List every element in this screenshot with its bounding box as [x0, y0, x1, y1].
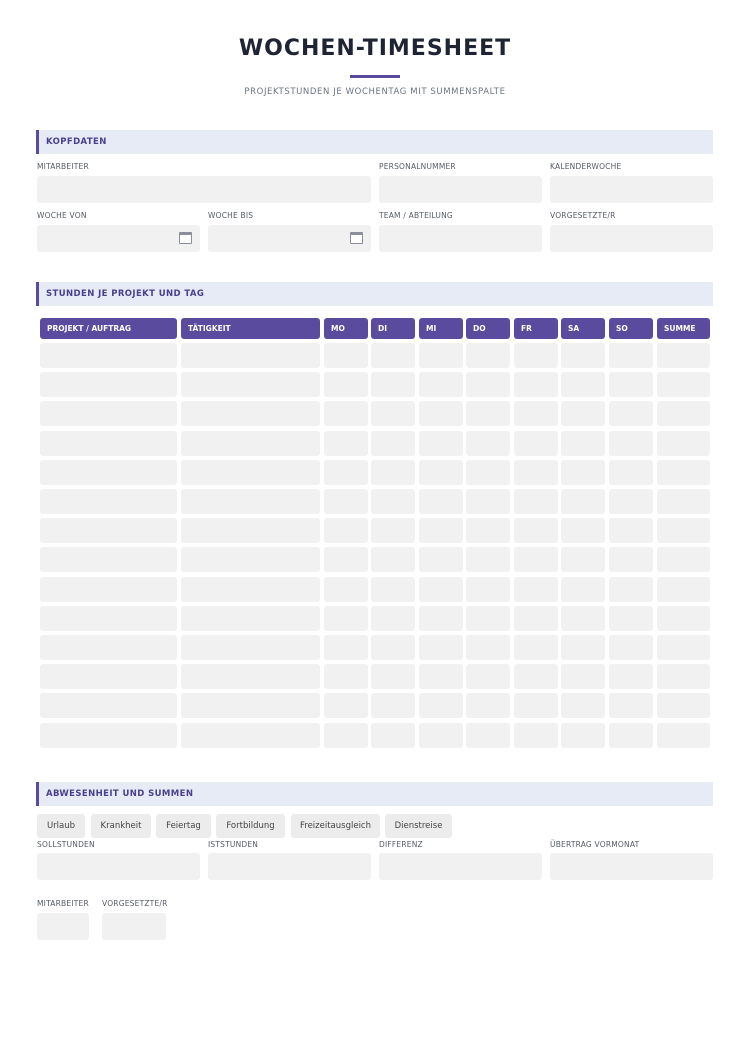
table-cell[interactable] — [561, 664, 605, 689]
table-cell[interactable] — [324, 460, 368, 485]
chip-urlaub[interactable]: Urlaub — [37, 814, 85, 838]
table-cell[interactable] — [419, 518, 463, 543]
table-cell[interactable] — [40, 547, 177, 572]
table-cell[interactable] — [40, 343, 177, 368]
table-cell[interactable] — [609, 693, 653, 718]
vorgesetzte-field[interactable] — [550, 225, 713, 252]
table-cell[interactable] — [514, 343, 558, 368]
table-cell[interactable] — [324, 635, 368, 660]
table-cell[interactable] — [514, 606, 558, 631]
title-underline — [350, 75, 400, 78]
table-cell[interactable] — [181, 489, 320, 514]
table-cell[interactable] — [466, 635, 510, 660]
table-cell[interactable] — [371, 401, 415, 426]
table-cell[interactable] — [419, 401, 463, 426]
table-cell[interactable] — [181, 635, 320, 660]
table-cell[interactable] — [657, 664, 710, 689]
table-cell[interactable] — [609, 606, 653, 631]
column-header: MO — [324, 318, 368, 339]
table-cell[interactable] — [609, 664, 653, 689]
table-cell[interactable] — [514, 723, 558, 748]
calendar-icon[interactable] — [179, 232, 192, 244]
page-title: WOCHEN-TIMESHEET — [238, 36, 512, 61]
team-field[interactable] — [379, 225, 542, 252]
table-cell[interactable] — [324, 723, 368, 748]
table-cell[interactable] — [324, 372, 368, 397]
label-mitarbeiter: MITARBEITER — [37, 162, 89, 171]
table-cell[interactable] — [419, 606, 463, 631]
table-cell[interactable] — [181, 431, 320, 456]
table-cell[interactable] — [514, 547, 558, 572]
label-vorgesetzte: VORGESETZTE/R — [550, 211, 616, 220]
table-cell[interactable] — [561, 489, 605, 514]
table-cell[interactable] — [466, 518, 510, 543]
table-cell[interactable] — [609, 547, 653, 572]
kalenderwoche-field[interactable] — [550, 176, 713, 203]
table-cell[interactable] — [324, 577, 368, 602]
column-header: SO — [609, 318, 653, 339]
table-cell[interactable] — [419, 460, 463, 485]
table-cell[interactable] — [609, 489, 653, 514]
table-cell[interactable] — [561, 606, 605, 631]
signature-mitarbeiter-field[interactable] — [37, 913, 89, 940]
table-cell[interactable] — [466, 401, 510, 426]
label-sollstunden: SOLLSTUNDEN — [37, 840, 95, 849]
table-cell[interactable] — [40, 664, 177, 689]
table-cell[interactable] — [466, 693, 510, 718]
table-cell[interactable] — [561, 372, 605, 397]
table-cell[interactable] — [371, 460, 415, 485]
table-cell[interactable] — [419, 635, 463, 660]
table-cell[interactable] — [324, 401, 368, 426]
table-cell[interactable] — [371, 431, 415, 456]
table-cell[interactable] — [609, 343, 653, 368]
table-cell[interactable] — [514, 401, 558, 426]
table-cell[interactable] — [371, 518, 415, 543]
table-cell[interactable] — [419, 664, 463, 689]
table-cell[interactable] — [181, 664, 320, 689]
table-cell[interactable] — [466, 431, 510, 456]
section-heading-stunden: STUNDEN JE PROJEKT UND TAG — [36, 282, 713, 306]
table-cell[interactable] — [419, 723, 463, 748]
table-cell[interactable] — [657, 401, 710, 426]
table-cell[interactable] — [561, 547, 605, 572]
table-cell[interactable] — [419, 489, 463, 514]
table-cell[interactable] — [657, 431, 710, 456]
table-cell[interactable] — [181, 372, 320, 397]
table-cell[interactable] — [181, 547, 320, 572]
table-cell[interactable] — [466, 606, 510, 631]
column-header: FR — [514, 318, 558, 339]
table-cell[interactable] — [561, 693, 605, 718]
table-cell[interactable] — [371, 343, 415, 368]
table-cell[interactable] — [609, 518, 653, 543]
column-header: MI — [419, 318, 463, 339]
label-kalenderwoche: KALENDERWOCHE — [550, 162, 622, 171]
table-cell[interactable] — [466, 577, 510, 602]
table-cell[interactable] — [609, 372, 653, 397]
table-cell[interactable] — [657, 606, 710, 631]
mitarbeiter-field[interactable] — [37, 176, 371, 203]
table-cell[interactable] — [609, 431, 653, 456]
table-cell[interactable] — [40, 723, 177, 748]
table-cell[interactable] — [371, 693, 415, 718]
table-cell[interactable] — [181, 606, 320, 631]
label-uebertrag: ÜBERTRAG VORMONAT — [550, 840, 640, 849]
table-cell[interactable] — [324, 343, 368, 368]
table-cell[interactable] — [371, 577, 415, 602]
table-cell[interactable] — [40, 518, 177, 543]
differenz-field[interactable] — [379, 853, 542, 880]
table-cell[interactable] — [561, 431, 605, 456]
table-cell[interactable] — [324, 431, 368, 456]
label-signature-mitarbeiter: MITARBEITER — [37, 899, 89, 908]
woche-bis-field[interactable] — [208, 225, 371, 252]
table-cell[interactable] — [561, 518, 605, 543]
column-header: DI — [371, 318, 415, 339]
table-cell[interactable] — [657, 518, 710, 543]
chip-fortbildung[interactable]: Fortbildung — [216, 814, 285, 838]
chip-dienstreise[interactable]: Dienstreise — [385, 814, 452, 838]
table-cell[interactable] — [657, 489, 710, 514]
iststunden-field[interactable] — [208, 853, 371, 880]
table-cell[interactable] — [181, 577, 320, 602]
table-cell[interactable] — [466, 372, 510, 397]
column-header: SUMME — [657, 318, 710, 339]
column-header: DO — [466, 318, 510, 339]
table-cell[interactable] — [419, 372, 463, 397]
table-cell[interactable] — [419, 343, 463, 368]
table-cell[interactable] — [419, 693, 463, 718]
label-woche-von: WOCHE VON — [37, 211, 87, 220]
table-cell[interactable] — [609, 635, 653, 660]
table-cell[interactable] — [609, 401, 653, 426]
label-signature-vorgesetzte: VORGESETZTE/R — [102, 899, 168, 908]
table-cell[interactable] — [40, 606, 177, 631]
table-cell[interactable] — [371, 723, 415, 748]
chip-feiertag[interactable]: Feiertag — [156, 814, 211, 838]
signature-vorgesetzte-field[interactable] — [102, 913, 166, 940]
table-cell[interactable] — [324, 606, 368, 631]
table-cell[interactable] — [40, 635, 177, 660]
table-cell[interactable] — [40, 372, 177, 397]
table-cell[interactable] — [561, 577, 605, 602]
table-cell[interactable] — [181, 518, 320, 543]
table-cell[interactable] — [657, 577, 710, 602]
table-cell[interactable] — [40, 693, 177, 718]
column-header: TÄTIGKEIT — [181, 318, 320, 339]
label-team: TEAM / ABTEILUNG — [379, 211, 453, 220]
table-cell[interactable] — [609, 723, 653, 748]
table-cell[interactable] — [514, 518, 558, 543]
table-cell[interactable] — [561, 723, 605, 748]
table-cell[interactable] — [419, 431, 463, 456]
table-cell[interactable] — [40, 401, 177, 426]
table-cell[interactable] — [561, 343, 605, 368]
table-cell[interactable] — [514, 460, 558, 485]
table-cell[interactable] — [371, 547, 415, 572]
table-cell[interactable] — [561, 635, 605, 660]
table-cell[interactable] — [40, 577, 177, 602]
label-differenz: DIFFERENZ — [379, 840, 423, 849]
sollstunden-field[interactable] — [37, 853, 200, 880]
table-cell[interactable] — [324, 547, 368, 572]
table-cell[interactable] — [514, 489, 558, 514]
chip-krankheit[interactable]: Krankheit — [91, 814, 151, 838]
table-cell[interactable] — [657, 547, 710, 572]
calendar-icon[interactable] — [350, 232, 363, 244]
table-cell[interactable] — [657, 372, 710, 397]
table-cell[interactable] — [466, 460, 510, 485]
table-cell[interactable] — [40, 489, 177, 514]
table-cell[interactable] — [324, 664, 368, 689]
table-cell[interactable] — [181, 723, 320, 748]
column-header: PROJEKT / AUFTRAG — [40, 318, 177, 339]
table-cell[interactable] — [371, 635, 415, 660]
chip-freizeitausgleich[interactable]: Freizeitausgleich — [291, 814, 380, 838]
label-personalnummer: PERSONALNUMMER — [379, 162, 456, 171]
table-cell[interactable] — [466, 723, 510, 748]
section-heading-kopfdaten: KOPFDATEN — [36, 130, 713, 154]
woche-von-field[interactable] — [37, 225, 200, 252]
table-cell[interactable] — [514, 664, 558, 689]
table-cell[interactable] — [466, 664, 510, 689]
table-cell[interactable] — [324, 518, 368, 543]
personalnummer-field[interactable] — [379, 176, 542, 203]
table-cell[interactable] — [657, 343, 710, 368]
table-cell[interactable] — [609, 577, 653, 602]
table-cell[interactable] — [324, 693, 368, 718]
uebertrag-field[interactable] — [550, 853, 713, 880]
table-cell[interactable] — [371, 606, 415, 631]
table-cell[interactable] — [419, 547, 463, 572]
page-subtitle: PROJEKTSTUNDEN JE WOCHENTAG MIT SUMMENSPALTE — [244, 87, 506, 97]
table-cell[interactable] — [466, 547, 510, 572]
table-cell[interactable] — [561, 460, 605, 485]
table-cell[interactable] — [181, 460, 320, 485]
table-cell[interactable] — [371, 489, 415, 514]
table-cell[interactable] — [657, 693, 710, 718]
table-cell[interactable] — [561, 401, 605, 426]
table-cell[interactable] — [657, 460, 710, 485]
table-cell[interactable] — [514, 431, 558, 456]
label-iststunden: ISTSTUNDEN — [208, 840, 259, 849]
section-heading-abwesenheit: ABWESENHEIT UND SUMMEN — [36, 782, 713, 806]
table-cell[interactable] — [40, 460, 177, 485]
table-cell[interactable] — [609, 460, 653, 485]
table-cell[interactable] — [371, 664, 415, 689]
table-cell[interactable] — [324, 489, 368, 514]
table-cell[interactable] — [657, 723, 710, 748]
column-header: SA — [561, 318, 605, 339]
label-woche-bis: WOCHE BIS — [208, 211, 254, 220]
table-cell[interactable] — [181, 343, 320, 368]
table-cell[interactable] — [181, 693, 320, 718]
table-cell[interactable] — [657, 635, 710, 660]
table-cell[interactable] — [514, 635, 558, 660]
table-cell[interactable] — [181, 401, 320, 426]
table-cell[interactable] — [466, 343, 510, 368]
table-cell[interactable] — [514, 577, 558, 602]
table-cell[interactable] — [419, 577, 463, 602]
table-cell[interactable] — [514, 372, 558, 397]
table-cell[interactable] — [466, 489, 510, 514]
table-cell[interactable] — [514, 693, 558, 718]
table-cell[interactable] — [40, 431, 177, 456]
table-cell[interactable] — [371, 372, 415, 397]
